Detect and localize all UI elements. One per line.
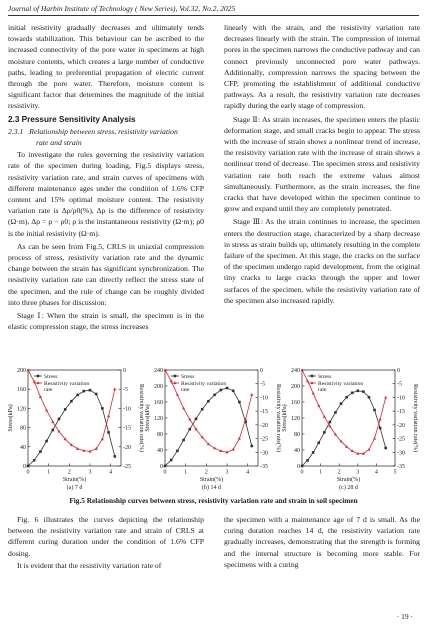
y-tick-label: 240 [291, 368, 300, 374]
stress-point [301, 465, 304, 468]
subsection-number: 2.3.1 [8, 126, 24, 136]
legend-resistivity-label-cont: rate [44, 387, 53, 393]
stress-point [95, 393, 98, 396]
x-tick-label: 0 [26, 469, 30, 476]
paragraph: Stage Ⅲ: As the strain continues to increase, the specimen enters the destruction stage, characterized by a sharp decrease in stress as strain builds up, ultimately resulting in the complete failure of the specimen. At this stage, the cracks on the surface of the specimen undergo rapid development, from the original tiny cracks to large cracks through the upper and lower surfaces of the specimen, while the resistivity variation rate of the specimen also increased rapidly. [224, 217, 420, 305]
stress-point [89, 389, 92, 392]
stress-point [176, 450, 179, 453]
chart-svg [282, 364, 419, 492]
stress-point [195, 418, 198, 421]
stress-point [33, 459, 36, 462]
x-tick-label: 2 [337, 469, 341, 476]
stress-point [207, 400, 210, 403]
stress-point [201, 408, 204, 411]
stress-point [238, 401, 241, 404]
stress-point [70, 400, 73, 403]
stress-point [182, 439, 185, 442]
x-tick-label: 3 [225, 469, 229, 476]
x-tick-label: 1 [47, 469, 51, 476]
stress-point [379, 427, 382, 430]
resistivity-point [176, 393, 179, 396]
stress-line [302, 391, 386, 466]
x-tick-label: 2 [204, 469, 208, 476]
x-tick-label: 0 [300, 469, 304, 476]
resistivity-point [182, 407, 185, 410]
y-axis-label: Stress(kPa) [145, 404, 151, 432]
legend-resistivity-label-cont: rate [181, 387, 190, 393]
x-tick-label: 3 [356, 469, 360, 476]
panel-label: (b) 14 d [202, 485, 221, 491]
page-number: · 19 · [396, 612, 413, 621]
stress-point [357, 390, 360, 393]
stress-point [345, 396, 348, 399]
resistivity-point [384, 396, 387, 399]
paragraph: It is evident that the resistivity variation rate of [17, 560, 162, 570]
x-tick-label: 3 [88, 469, 92, 476]
y-axis-label: Stress(kPa) [282, 404, 288, 432]
subsection-title [8, 126, 204, 148]
y-tick-label: 160 [291, 400, 300, 406]
y2-tick-label: -5 [397, 381, 402, 388]
y-tick-label: 40 [157, 448, 163, 454]
resistivity-point [113, 388, 116, 391]
stress-point [384, 447, 387, 450]
legend-stress-marker [174, 375, 177, 378]
y2-tick-label: -10 [260, 395, 268, 402]
stress-point [329, 421, 332, 424]
y-tick-label: 240 [154, 368, 163, 374]
paragraph: Fig. 6 illustrates the curves depicting the relationship between the resistivity variation rate and strain of CRLS at different curing duration under the condition of 1.6% CFP dosing. [8, 515, 204, 558]
journal-header: Journal of Harbin Institute of Technology ( New Series), Vol.32, No.2, 2025 [8, 4, 236, 13]
y-tick-label: 120 [154, 416, 163, 422]
stress-point [170, 459, 173, 462]
legend-resistivity-label: Resistivity variation [44, 381, 90, 387]
y2-tick-label: -10 [397, 395, 405, 402]
stress-point [107, 431, 110, 434]
chart-svg [145, 364, 282, 492]
paragraph: the specimen with a maintenance age of 7 d is small. As the curing duration reaches 14 d, the resistivity variation rate gradually increases, demonstrating that the strength is forming and the internal structure is becoming more stable. For specimens with a curing [224, 515, 420, 569]
stress-point [220, 389, 223, 392]
y-tick-label: 160 [154, 400, 163, 406]
legend-stress-marker [311, 375, 314, 378]
stress-point [83, 390, 86, 393]
x-tick-label: 2 [67, 469, 71, 476]
x-tick-label: 4 [374, 469, 378, 476]
stress-line [165, 388, 252, 466]
figure-5 [8, 364, 419, 492]
intro-paragraph: initial resistivity gradually decreases and ultimately tends towards stabilization. This behaviour can be ascribed to the increased connectivity of the pore water in specimens at high moisture contents, which creates a large number of conductive paths, leading to preferential propagation of electric current through the pore water. Therefore, moisture content is significant factor that determines the magnitude of the initial resistivity. [8, 23, 204, 111]
y2-tick-label: -30 [260, 450, 268, 457]
x-tick-label: 4 [246, 469, 250, 476]
bottom-left-column [8, 514, 204, 572]
legend-resistivity-label-cont: rate [318, 387, 327, 393]
stress-point [45, 440, 48, 443]
stress-point [306, 459, 309, 462]
stress-point [351, 392, 354, 395]
y-tick-label: 40 [20, 444, 26, 451]
y2-tick-label: -20 [397, 422, 405, 429]
y2-tick-label: -25 [123, 464, 131, 470]
stress-point [189, 428, 192, 431]
stress-point [213, 394, 216, 397]
y2-axis-label: Resistivity variation rate(%) [412, 384, 418, 452]
x-tick-label: 1 [319, 469, 323, 476]
stress-point [334, 411, 337, 414]
x-tick-label: 0 [163, 469, 167, 476]
y-tick-label: 120 [291, 416, 300, 422]
y-tick-label: 200 [17, 368, 26, 374]
stress-point [27, 465, 30, 468]
stress-point [362, 390, 365, 393]
legend-resistivity-label: Resistivity variation [181, 381, 227, 387]
stress-point [76, 394, 79, 397]
y2-axis-label: Resistivity variation rate(%) [275, 384, 281, 452]
y-tick-label: 80 [294, 432, 300, 438]
resistivity-point [312, 392, 315, 395]
chart-panel-b [145, 364, 282, 492]
y2-tick-label: -35 [260, 464, 268, 470]
section-title: 2.3 Pressure Sensitivity Analysis [8, 114, 136, 124]
y-tick-label: 200 [154, 384, 163, 390]
stress-point [64, 408, 67, 411]
y2-tick-label: -30 [397, 450, 405, 457]
y-tick-label: 120 [17, 406, 26, 413]
paragraph: As can be seen from Fig.5, CRLS in uniaxial compression process of stress, resistivity variation rate and the dynamic change between the strain has significant synchronization. The resistivity variation rate can directly reflect the stress state of the specimen, and the rule of change can be roughly divided into three phases for discussion: [8, 241, 204, 307]
y2-tick-label: -25 [397, 436, 405, 443]
y-tick-label: 160 [17, 387, 26, 394]
figure-caption: Fig.5 Relationship curves between stress, resistivity variation rate and strain in soil specimen [69, 496, 358, 505]
y2-tick-label: 0 [123, 368, 126, 374]
resistivity-point [107, 414, 110, 417]
legend-stress-label: Stress [318, 374, 332, 380]
y-tick-label: 80 [20, 425, 26, 432]
y-tick-label: 80 [157, 432, 163, 438]
x-tick-label: 1 [184, 469, 188, 476]
left-column [8, 22, 204, 334]
subsection-title-line2: rate and strain [36, 138, 82, 148]
stress-point [58, 418, 61, 421]
y2-axis-label: Resistivity variation rate(%) [138, 384, 144, 452]
y2-tick-label: -15 [123, 425, 131, 432]
y2-tick-label: -20 [260, 422, 268, 429]
resistivity-point [101, 437, 104, 440]
stress-point [373, 409, 376, 412]
panel-label: (a) 7 d [66, 485, 83, 491]
y2-tick-label: 0 [260, 368, 263, 374]
paragraph: To investigate the rules governing the resistivity variation rate of the specimen during loading, Fig.5 displays stress, resistivity variation rate, and strain curves of specimens with different maintenance ages under the condition of 1.6% CFP content and 15% optimal moisture content. The resistivity variation rate is Δρ/ρ0(%), Δρ is the difference of resistivity (Ω·m), Δρ = ρ − ρ0; ρ is the instantaneous resistivity (Ω·m); ρ0 is the initial resistivity (Ω·m). [8, 150, 204, 238]
y2-tick-label: -35 [397, 464, 405, 470]
legend-stress-label: Stress [44, 374, 58, 380]
stress-point [232, 390, 235, 393]
chart-panel-c [282, 364, 419, 492]
resistivity-point [45, 409, 48, 412]
right-column [224, 22, 420, 308]
chart-panel-a [8, 364, 145, 492]
legend-resistivity-label: Resistivity variation [318, 381, 364, 387]
y2-tick-label: -15 [397, 409, 405, 416]
x-tick-label: 5 [393, 469, 397, 476]
y2-tick-label: -10 [123, 406, 131, 413]
stress-point [164, 465, 167, 468]
resistivity-point [39, 395, 42, 398]
y-tick-label: 0 [160, 464, 163, 470]
bottom-right-column [224, 514, 420, 571]
y2-tick-label: -25 [260, 436, 268, 443]
x-axis-label: Strain(%) [199, 477, 224, 483]
header-rule [8, 15, 419, 16]
stress-point [114, 455, 117, 458]
paragraph: Stage Ⅰ: When the strain is small, the specimen is in the elastic compression stage, the stress increases [8, 311, 204, 332]
resistivity-point [373, 437, 376, 440]
stress-point [101, 407, 104, 410]
y-tick-label: 200 [291, 384, 300, 390]
x-tick-label: 4 [109, 469, 113, 476]
stress-point [52, 429, 55, 432]
stress-point [251, 445, 254, 448]
y-tick-label: 40 [294, 448, 300, 454]
panel-label: (c) 28 d [339, 485, 358, 491]
legend-stress-marker [37, 375, 40, 378]
stress-point [39, 450, 42, 453]
paragraph: Stage Ⅱ: As strain increases, the specimen enters the plastic deformation stage, and small cracks begin to appear. The stress with the increase of strain shows a nonlinear trend of increase, the resistivity variation rate with the increase of strain shows a nonlinear trend of decrease. The specimen stress and resistivity variation rate both reach the extreme values almost simultaneously. Furthermore, as the strain increases, the fine cracks that have developed within the specimen continue to grow and expand until they are completely penetrated. [224, 114, 420, 214]
chart-svg [8, 364, 145, 492]
stress-point [312, 451, 315, 454]
x-axis-label: Strain(%) [62, 477, 87, 483]
stress-point [226, 387, 229, 390]
y-tick-label: 0 [23, 464, 26, 470]
paragraph: linearly with the strain, and the resistivity variation rate decreases linearly with the strain. The compression of internal pores in the specimen narrows the conductive pathway and can connect previously unconnected pore water pathways. Additionally, compression narrows the spacing between the CFP, promoting the establishment of additional conductive pathways. As a result, the resistivity variation rate decreases rapidly during the early stage of compression. [224, 23, 420, 111]
y2-tick-label: -5 [260, 381, 265, 388]
y2-tick-label: -5 [123, 387, 128, 394]
resistivity-point [238, 437, 241, 440]
subsection-title-line1: Relationship between stress, resistivity variation [29, 126, 178, 136]
stress-point [323, 431, 326, 434]
y-tick-label: 0 [297, 464, 300, 470]
y2-tick-label: -15 [260, 409, 268, 416]
x-axis-label: Strain(%) [336, 477, 361, 483]
resistivity-point [250, 393, 253, 396]
y2-tick-label: -20 [123, 444, 131, 451]
resistivity-point [379, 418, 382, 421]
y2-tick-label: 0 [397, 368, 400, 374]
stress-point [340, 402, 343, 405]
stress-point [368, 396, 371, 399]
stress-point [317, 442, 320, 445]
y-axis-label: Stress(kPa) [8, 404, 14, 432]
legend-stress-label: Stress [181, 374, 195, 380]
